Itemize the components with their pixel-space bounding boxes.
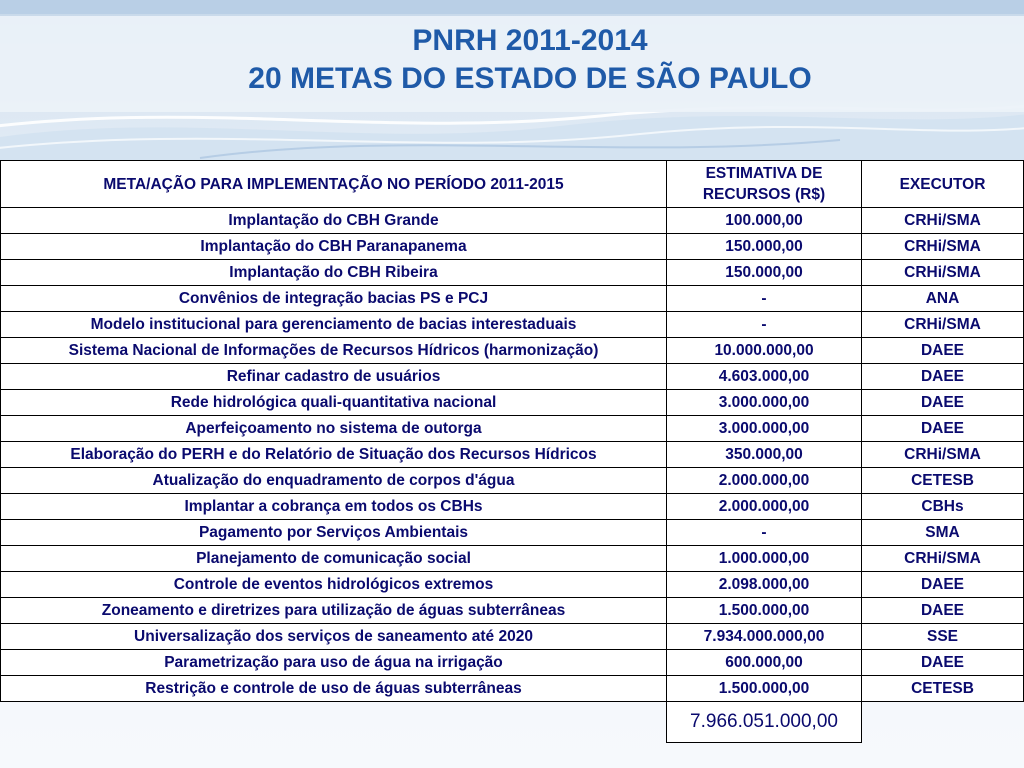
table-row bbox=[1, 546, 1024, 572]
cell-valor: 2.000.000,00 bbox=[667, 468, 862, 494]
cell-meta: Pagamento por Serviços Ambientais bbox=[1, 520, 667, 546]
cell-valor: 150.000,00 bbox=[667, 234, 862, 260]
cell-executor: DAEE bbox=[862, 650, 1024, 676]
cell-executor: CRHi/SMA bbox=[862, 234, 1024, 260]
cell-meta: Sistema Nacional de Informações de Recursos Hídricos (harmonização) bbox=[1, 338, 667, 364]
cell-valor: 1.500.000,00 bbox=[667, 598, 862, 624]
slide-title bbox=[0, 22, 1024, 98]
cell-valor: 2.098.000,00 bbox=[667, 572, 862, 598]
cell-meta: Restrição e controle de uso de águas subterrâneas bbox=[1, 676, 667, 702]
cell-executor: CRHi/SMA bbox=[862, 312, 1024, 338]
table-body bbox=[1, 208, 1024, 743]
cell-meta: Implantar a cobrança em todos os CBHs bbox=[1, 494, 667, 520]
cell-meta: Implantação do CBH Ribeira bbox=[1, 260, 667, 286]
metas-table-container bbox=[0, 160, 1024, 743]
cell-valor: 600.000,00 bbox=[667, 650, 862, 676]
header-meta: META/AÇÃO PARA IMPLEMENTAÇÃO NO PERÍODO 2011-2015 bbox=[1, 161, 667, 208]
table-row bbox=[1, 676, 1024, 702]
cell-valor: - bbox=[667, 520, 862, 546]
cell-meta: Controle de eventos hidrológicos extremos bbox=[1, 572, 667, 598]
cell-valor: 10.000.000,00 bbox=[667, 338, 862, 364]
table-row bbox=[1, 338, 1024, 364]
table-row bbox=[1, 390, 1024, 416]
cell-meta: Rede hidrológica quali-quantitativa nacional bbox=[1, 390, 667, 416]
cell-executor: DAEE bbox=[862, 364, 1024, 390]
cell-executor: CETESB bbox=[862, 676, 1024, 702]
cell-meta: Atualização do enquadramento de corpos d'água bbox=[1, 468, 667, 494]
cell-meta: Convênios de integração bacias PS e PCJ bbox=[1, 286, 667, 312]
cell-valor: 4.603.000,00 bbox=[667, 364, 862, 390]
table-row bbox=[1, 520, 1024, 546]
table-row bbox=[1, 260, 1024, 286]
cell-meta: Refinar cadastro de usuários bbox=[1, 364, 667, 390]
cell-valor: 1.000.000,00 bbox=[667, 546, 862, 572]
cell-valor: 2.000.000,00 bbox=[667, 494, 862, 520]
cell-valor: 1.500.000,00 bbox=[667, 676, 862, 702]
cell-valor: 150.000,00 bbox=[667, 260, 862, 286]
cell-executor: DAEE bbox=[862, 598, 1024, 624]
cell-executor: CBHs bbox=[862, 494, 1024, 520]
table-header-row bbox=[1, 161, 1024, 208]
table-row bbox=[1, 364, 1024, 390]
table-row bbox=[1, 624, 1024, 650]
cell-valor: - bbox=[667, 286, 862, 312]
cell-valor: - bbox=[667, 312, 862, 338]
table-row bbox=[1, 572, 1024, 598]
total-row-spacer-right bbox=[862, 702, 1024, 743]
cell-valor: 3.000.000,00 bbox=[667, 416, 862, 442]
metas-table bbox=[0, 160, 1024, 743]
cell-executor: DAEE bbox=[862, 416, 1024, 442]
cell-executor: ANA bbox=[862, 286, 1024, 312]
table-row bbox=[1, 468, 1024, 494]
table-row bbox=[1, 598, 1024, 624]
cell-executor: DAEE bbox=[862, 390, 1024, 416]
cell-valor: 350.000,00 bbox=[667, 442, 862, 468]
cell-valor: 7.934.000.000,00 bbox=[667, 624, 862, 650]
header-estimativa: ESTIMATIVA DE RECURSOS (R$) bbox=[667, 161, 862, 208]
cell-meta: Universalização dos serviços de saneamento até 2020 bbox=[1, 624, 667, 650]
cell-executor: CRHi/SMA bbox=[862, 442, 1024, 468]
cell-meta: Aperfeiçoamento no sistema de outorga bbox=[1, 416, 667, 442]
cell-meta: Planejamento de comunicação social bbox=[1, 546, 667, 572]
table-row bbox=[1, 494, 1024, 520]
cell-meta: Modelo institucional para gerenciamento de bacias interestaduais bbox=[1, 312, 667, 338]
cell-executor: CRHi/SMA bbox=[862, 546, 1024, 572]
table-row bbox=[1, 208, 1024, 234]
table-row bbox=[1, 312, 1024, 338]
table-row bbox=[1, 416, 1024, 442]
cell-meta: Elaboração do PERH e do Relatório de Situação dos Recursos Hídricos bbox=[1, 442, 667, 468]
table-row bbox=[1, 234, 1024, 260]
cell-executor: DAEE bbox=[862, 338, 1024, 364]
title-line-1: PNRH 2011-2014 bbox=[412, 24, 648, 57]
cell-executor: SMA bbox=[862, 520, 1024, 546]
cell-executor: CRHi/SMA bbox=[862, 260, 1024, 286]
cell-valor: 100.000,00 bbox=[667, 208, 862, 234]
table-row bbox=[1, 286, 1024, 312]
cell-valor: 3.000.000,00 bbox=[667, 390, 862, 416]
header-executor: EXECUTOR bbox=[862, 161, 1024, 208]
cell-executor: CRHi/SMA bbox=[862, 208, 1024, 234]
total-value: 7.966.051.000,00 bbox=[667, 702, 862, 743]
cell-executor: DAEE bbox=[862, 572, 1024, 598]
table-row bbox=[1, 442, 1024, 468]
cell-executor: SSE bbox=[862, 624, 1024, 650]
cell-meta: Implantação do CBH Grande bbox=[1, 208, 667, 234]
cell-meta: Parametrização para uso de água na irrigação bbox=[1, 650, 667, 676]
total-row-spacer bbox=[1, 702, 667, 743]
cell-executor: CETESB bbox=[862, 468, 1024, 494]
table-row bbox=[1, 650, 1024, 676]
title-line-2: 20 METAS DO ESTADO DE SÃO PAULO bbox=[248, 62, 812, 95]
cell-meta: Zoneamento e diretrizes para utilização de águas subterrâneas bbox=[1, 598, 667, 624]
total-row bbox=[1, 702, 1024, 743]
cell-meta: Implantação do CBH Paranapanema bbox=[1, 234, 667, 260]
